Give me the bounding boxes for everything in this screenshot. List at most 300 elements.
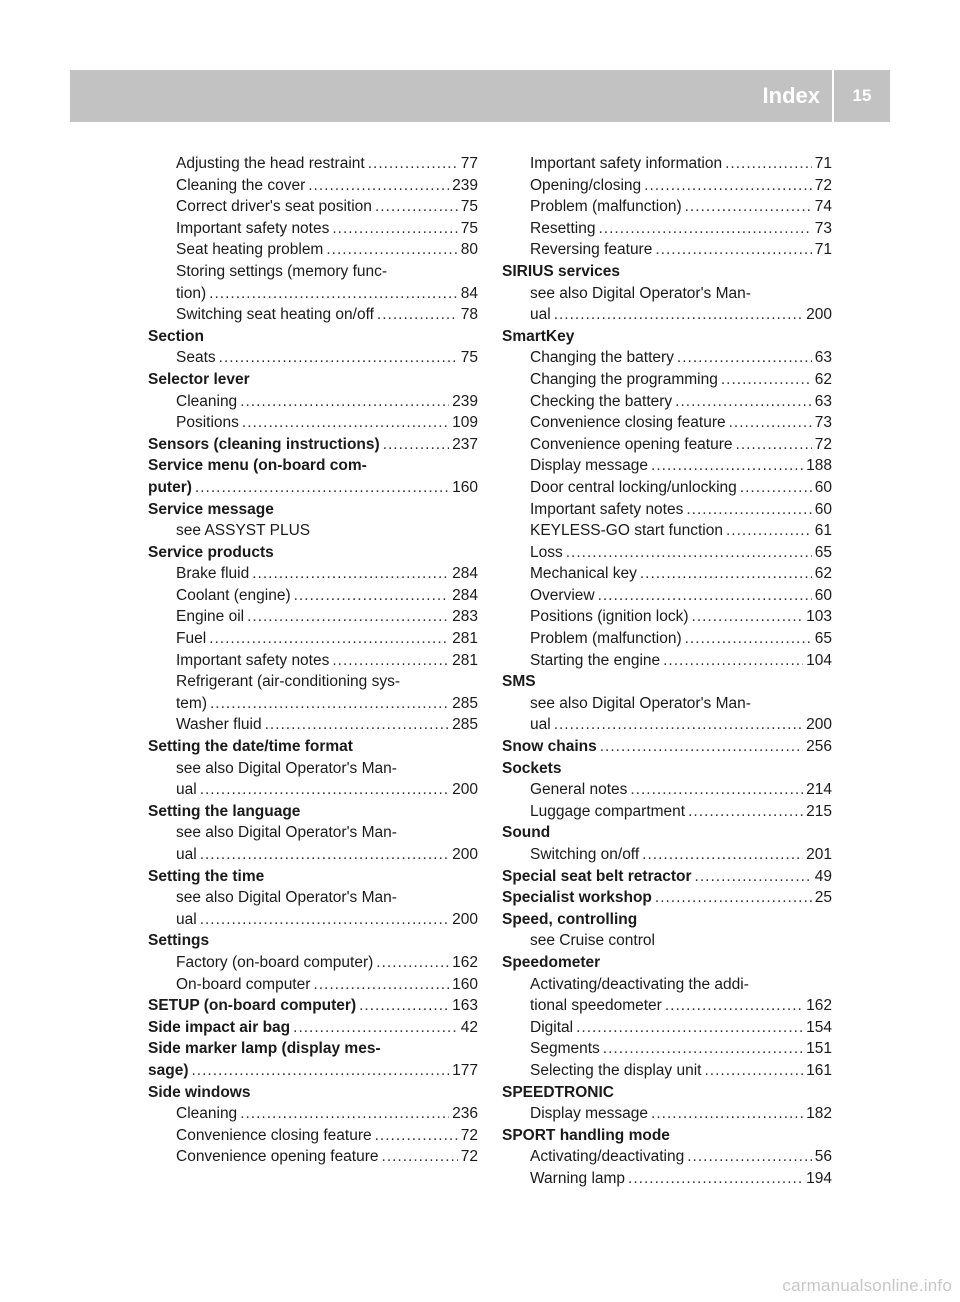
entry-text: Cleaning — [176, 1105, 238, 1123]
entry-text: Side impact air bag — [148, 1018, 291, 1036]
page-reference: 75 — [460, 198, 478, 216]
page-reference: 75 — [460, 219, 478, 237]
dot-leader — [644, 175, 812, 197]
index-subentry — [148, 952, 478, 974]
entry-text: ual — [176, 781, 197, 799]
dot-leader — [740, 477, 812, 499]
index-heading — [502, 326, 832, 348]
dot-leader — [600, 736, 803, 758]
index-column-left — [148, 153, 478, 1168]
dot-leader — [685, 628, 812, 650]
entry-text: Side marker lamp (display mes- — [148, 1040, 381, 1058]
dot-leader — [554, 714, 803, 736]
index-subentry — [502, 434, 832, 456]
index-heading — [148, 736, 478, 758]
index-subentry — [502, 779, 832, 801]
dot-leader — [630, 779, 803, 801]
dot-leader — [721, 369, 812, 391]
index-heading — [148, 1082, 478, 1104]
index-subentry — [502, 283, 832, 305]
entry-text: Coolant (engine) — [176, 586, 291, 604]
dot-leader — [200, 779, 449, 801]
dot-leader — [293, 1017, 458, 1039]
dot-leader — [332, 218, 457, 240]
entry-text: Warning lamp — [530, 1169, 626, 1187]
page-reference: 63 — [814, 349, 832, 367]
index-subentry — [148, 283, 478, 305]
entry-text: Side windows — [148, 1083, 251, 1101]
dot-leader — [688, 801, 803, 823]
index-subentry — [502, 239, 832, 261]
index-heading — [148, 455, 478, 477]
entry-text: Correct driver's seat position — [176, 198, 372, 216]
entry-text: Refrigerant (air-conditioning sys- — [176, 673, 400, 691]
entry-text: Switching on/off — [530, 846, 640, 863]
entry-text: Sockets — [502, 759, 562, 777]
entry-text: Adjusting the head restraint — [176, 155, 365, 172]
index-heading — [148, 542, 478, 564]
dot-leader — [368, 153, 458, 175]
index-subentry — [148, 758, 478, 780]
page-reference: 60 — [814, 500, 832, 518]
page-reference: 182 — [806, 1105, 832, 1123]
entry-text: ual — [530, 306, 551, 324]
dot-leader — [642, 844, 803, 866]
index-heading — [502, 887, 832, 909]
entry-text: Convenience closing feature — [176, 1126, 372, 1144]
section-title: Index — [762, 83, 820, 108]
dot-leader — [640, 563, 812, 585]
page-reference: 71 — [814, 241, 832, 259]
entry-text: Service menu (on-board com- — [148, 457, 367, 475]
page-reference: 49 — [814, 867, 832, 885]
page-reference: 61 — [814, 522, 832, 540]
entry-text: tem) — [176, 694, 207, 712]
entry-text: SMS — [502, 673, 536, 691]
index-subentry — [148, 261, 478, 283]
page-reference: 214 — [806, 781, 832, 799]
index-heading — [148, 1060, 478, 1082]
entry-text: Engine oil — [176, 608, 245, 626]
dot-leader — [598, 218, 811, 240]
dot-leader — [313, 974, 449, 996]
entry-text: Changing the battery — [530, 349, 674, 367]
index-heading — [502, 866, 832, 888]
page-reference: 281 — [452, 630, 478, 648]
index-subentry — [502, 801, 832, 823]
dot-leader — [665, 995, 803, 1017]
dot-leader — [677, 347, 812, 369]
index-subentry — [502, 1017, 832, 1039]
entry-text: Snow chains — [502, 738, 597, 756]
entry-text: Loss — [530, 543, 563, 561]
entry-text: Overview — [530, 586, 595, 604]
entry-text: Display message — [530, 1105, 649, 1123]
entry-text: Opening/closing — [530, 176, 642, 194]
index-subentry — [148, 304, 478, 326]
entry-text: Display message — [530, 457, 649, 475]
dot-leader — [655, 239, 811, 261]
index-subentry — [502, 974, 832, 996]
page-reference: 72 — [460, 1148, 478, 1166]
index-subentry — [148, 1125, 478, 1147]
index-subentry — [148, 175, 478, 197]
entry-text: Section — [148, 327, 204, 345]
entry-text: Resetting — [530, 219, 596, 237]
index-subentry — [502, 1146, 832, 1168]
entry-text: SmartKey — [502, 327, 575, 345]
entry-text: KEYLESS-GO start function — [530, 522, 723, 540]
entry-text: Door central locking/unlocking — [530, 478, 737, 496]
page-reference: 237 — [452, 435, 478, 453]
entry-text: Fuel — [176, 630, 207, 648]
dot-leader — [326, 239, 457, 261]
dot-leader — [200, 844, 449, 866]
index-subentry — [148, 628, 478, 650]
page-reference: 78 — [460, 306, 478, 324]
index-subentry — [502, 650, 832, 672]
dot-leader — [209, 283, 458, 305]
entry-text: Special seat belt retractor — [502, 867, 692, 885]
dot-leader — [675, 391, 812, 413]
index-heading — [502, 671, 832, 693]
entry-text: Important safety notes — [530, 500, 684, 518]
index-heading — [148, 995, 478, 1017]
entry-text: Convenience opening feature — [176, 1148, 379, 1166]
dot-leader — [209, 628, 449, 650]
entry-text: Service products — [148, 543, 274, 561]
watermark: carmanualsonline.info — [782, 1276, 952, 1295]
dot-leader — [332, 650, 449, 672]
entry-text: Luggage compartment — [530, 802, 686, 820]
index-subentry — [502, 175, 832, 197]
dot-leader — [651, 455, 803, 477]
dot-leader — [685, 196, 812, 218]
index-heading — [502, 1125, 832, 1147]
entry-text: see also Digital Operator's Man- — [176, 889, 397, 907]
page-reference: 84 — [460, 284, 478, 302]
entry-text: Activating/deactivating — [530, 1148, 685, 1166]
entry-text: Starting the engine — [530, 651, 661, 669]
entry-text: Checking the battery — [530, 392, 673, 410]
index-subentry — [148, 585, 478, 607]
index-subentry — [148, 693, 478, 715]
index-subentry — [502, 499, 832, 521]
dot-leader — [308, 175, 449, 197]
index-heading — [502, 758, 832, 780]
page-reference: 163 — [452, 997, 478, 1015]
entry-text: Problem (malfunction) — [530, 198, 682, 216]
dot-leader — [692, 606, 804, 628]
page-reference: 160 — [452, 478, 478, 496]
page-reference: 60 — [814, 586, 832, 604]
page-reference: 72 — [460, 1126, 478, 1144]
page-reference: 200 — [452, 781, 478, 799]
page-reference: 42 — [460, 1018, 478, 1036]
index-subentry — [148, 779, 478, 801]
page-reference: 73 — [814, 414, 832, 432]
page-reference: 151 — [806, 1040, 832, 1058]
page-reference: 104 — [806, 651, 832, 669]
entry-text: Problem (malfunction) — [530, 630, 682, 648]
page-reference: 239 — [452, 392, 478, 410]
page-reference: 56 — [814, 1148, 832, 1166]
page-reference: 75 — [460, 349, 478, 367]
page-reference: 77 — [460, 155, 478, 172]
index-subentry — [502, 606, 832, 628]
entry-text: Important safety information — [530, 155, 723, 172]
index-column-right — [502, 153, 832, 1190]
dot-leader — [375, 1125, 458, 1147]
entry-text: Switching seat heating on/off — [176, 306, 374, 324]
page-reference: 65 — [814, 543, 832, 561]
dot-leader — [376, 952, 449, 974]
page-reference: 285 — [452, 694, 478, 712]
index-subentry — [148, 606, 478, 628]
entry-text: see also Digital Operator's Man- — [176, 824, 397, 842]
page-reference: 177 — [452, 1061, 478, 1079]
index-heading — [502, 909, 832, 931]
dot-leader — [603, 1038, 803, 1060]
page-reference: 72 — [814, 435, 832, 453]
page-reference: 284 — [452, 586, 478, 604]
entry-text: Seats — [176, 349, 216, 367]
page-reference: 283 — [452, 608, 478, 626]
index-subentry — [148, 909, 478, 931]
page-reference: 71 — [814, 155, 832, 172]
entry-text: see Cruise control — [530, 932, 655, 950]
dot-leader — [598, 585, 812, 607]
page-reference: 236 — [452, 1105, 478, 1123]
entry-text: General notes — [530, 781, 628, 799]
page-reference: 65 — [814, 630, 832, 648]
index-heading — [148, 434, 478, 456]
page-reference: 62 — [814, 370, 832, 388]
page-reference: 200 — [806, 306, 832, 324]
index-subentry — [502, 391, 832, 413]
index-subentry — [502, 563, 832, 585]
index-subentry — [148, 650, 478, 672]
index-heading — [148, 499, 478, 521]
page-reference: 109 — [452, 414, 478, 432]
index-subentry — [502, 1168, 832, 1190]
index-heading — [502, 1082, 832, 1104]
page-reference: 215 — [806, 802, 832, 820]
dot-leader — [375, 196, 458, 218]
index-subentry — [502, 477, 832, 499]
dot-leader — [210, 693, 449, 715]
index-subentry — [502, 930, 832, 952]
dot-leader — [686, 499, 811, 521]
dot-leader — [192, 1060, 450, 1082]
page-reference: 200 — [452, 910, 478, 928]
index-subentry — [148, 391, 478, 413]
index-subentry — [502, 714, 832, 736]
dot-leader — [382, 1146, 458, 1168]
index-subentry — [502, 218, 832, 240]
entry-text: Positions — [176, 414, 239, 432]
page-reference: 188 — [806, 457, 832, 475]
page-reference: 161 — [806, 1061, 832, 1079]
page-reference: 160 — [452, 975, 478, 993]
entry-text: Storing settings (memory func- — [176, 262, 388, 280]
index-heading — [502, 822, 832, 844]
index-subentry — [502, 585, 832, 607]
index-subentry — [148, 844, 478, 866]
page-header — [70, 70, 890, 122]
page-reference: 285 — [452, 716, 478, 734]
entry-text: Settings — [148, 932, 210, 950]
index-subentry — [502, 347, 832, 369]
entry-text: Washer fluid — [176, 716, 262, 734]
index-heading — [148, 1017, 478, 1039]
entry-text: see also Digital Operator's Man- — [176, 759, 397, 777]
index-subentry — [148, 974, 478, 996]
index-heading — [148, 930, 478, 952]
entry-text: see also Digital Operator's Man- — [530, 284, 751, 302]
dot-leader — [695, 866, 812, 888]
page-reference: 162 — [452, 953, 478, 971]
entry-text: Seat heating problem — [176, 241, 324, 259]
index-subentry — [148, 563, 478, 585]
entry-text: Changing the programming — [530, 370, 718, 388]
entry-text: SIRIUS services — [502, 262, 621, 280]
index-subentry — [502, 628, 832, 650]
page-reference: 25 — [814, 889, 832, 907]
page-number: 15 — [852, 86, 872, 105]
entry-text: SPEEDTRONIC — [502, 1083, 614, 1101]
index-subentry — [502, 153, 832, 175]
entry-text: puter) — [148, 478, 192, 496]
entry-text: Convenience opening feature — [530, 435, 733, 453]
entry-text: Selecting the display unit — [530, 1061, 702, 1079]
index-subentry — [148, 714, 478, 736]
index-heading — [148, 369, 478, 391]
index-subentry — [502, 1060, 832, 1082]
index-heading — [148, 866, 478, 888]
index-subentry — [502, 304, 832, 326]
entry-text: Speedometer — [502, 953, 601, 971]
entry-text: Sensors (cleaning instructions) — [148, 435, 380, 453]
index-subentry — [148, 887, 478, 909]
page-reference: 201 — [806, 846, 832, 863]
page-reference: 284 — [452, 565, 478, 583]
dot-leader — [566, 542, 812, 564]
index-subentry — [502, 520, 832, 542]
index-subentry — [502, 542, 832, 564]
entry-text: SETUP (on-board computer) — [148, 997, 357, 1015]
entry-text: Segments — [530, 1040, 600, 1058]
page-reference: 200 — [806, 716, 832, 734]
index-subentry — [502, 693, 832, 715]
page-reference: 103 — [806, 608, 832, 626]
page-reference: 194 — [806, 1169, 832, 1187]
entry-text: Digital — [530, 1018, 574, 1036]
index-heading — [148, 477, 478, 499]
entry-text: SPORT handling mode — [502, 1126, 670, 1144]
page-reference: 80 — [460, 241, 478, 259]
dot-leader — [628, 1168, 803, 1190]
entry-text: Specialist workshop — [502, 889, 652, 907]
index-heading — [502, 952, 832, 974]
entry-text: tion) — [176, 284, 207, 302]
dot-leader — [359, 995, 449, 1017]
index-subentry — [502, 412, 832, 434]
entry-text: Positions (ignition lock) — [530, 608, 689, 626]
dot-leader — [383, 434, 449, 456]
dot-leader — [242, 412, 449, 434]
index-heading — [148, 801, 478, 823]
entry-text: see ASSYST PLUS — [176, 522, 311, 540]
page-reference: 281 — [452, 651, 478, 669]
entry-text: tional speedometer — [530, 997, 662, 1015]
dot-leader — [294, 585, 450, 607]
entry-text: ual — [530, 716, 551, 734]
index-subentry — [148, 1103, 478, 1125]
dot-leader — [704, 1060, 803, 1082]
index-heading — [502, 736, 832, 758]
dot-leader — [200, 909, 449, 931]
entry-text: Setting the date/time format — [148, 738, 353, 756]
page-reference: 239 — [452, 176, 478, 194]
page-reference: 256 — [806, 738, 832, 756]
dot-leader — [265, 714, 450, 736]
dot-leader — [729, 412, 812, 434]
entry-text: Setting the time — [148, 867, 265, 885]
dot-leader — [663, 650, 803, 672]
dot-leader — [687, 1146, 812, 1168]
index-heading — [148, 326, 478, 348]
page-reference: 200 — [452, 846, 478, 863]
entry-text: Factory (on-board computer) — [176, 953, 374, 971]
index-subentry — [502, 196, 832, 218]
entry-text: Service message — [148, 500, 274, 518]
index-subentry — [148, 347, 478, 369]
index-subentry — [148, 822, 478, 844]
index-heading — [148, 1038, 478, 1060]
index-subentry — [502, 844, 832, 866]
entry-text: Mechanical key — [530, 565, 637, 583]
index-subentry — [148, 412, 478, 434]
entry-text: Important safety notes — [176, 651, 330, 669]
page-reference: 72 — [814, 176, 832, 194]
entry-text: Speed, controlling — [502, 910, 638, 928]
page-reference: 63 — [814, 392, 832, 410]
entry-text: On-board computer — [176, 975, 311, 993]
dot-leader — [247, 606, 449, 628]
dot-leader — [725, 153, 812, 175]
dot-leader — [651, 1103, 803, 1125]
entry-text: Brake fluid — [176, 565, 250, 583]
index-subentry — [148, 671, 478, 693]
index-subentry — [148, 1146, 478, 1168]
index-subentry — [148, 153, 478, 175]
index-subentry — [502, 455, 832, 477]
index-subentry — [148, 218, 478, 240]
dot-leader — [252, 563, 449, 585]
index-subentry — [148, 196, 478, 218]
dot-leader — [726, 520, 812, 542]
dot-leader — [377, 304, 458, 326]
entry-text: Important safety notes — [176, 219, 330, 237]
dot-leader — [240, 391, 449, 413]
dot-leader — [736, 434, 812, 456]
entry-text: Cleaning — [176, 392, 238, 410]
entry-text: Convenience closing feature — [530, 414, 726, 432]
dot-leader — [240, 1103, 449, 1125]
entry-text: Sound — [502, 824, 551, 842]
entry-text: Cleaning the cover — [176, 176, 306, 194]
